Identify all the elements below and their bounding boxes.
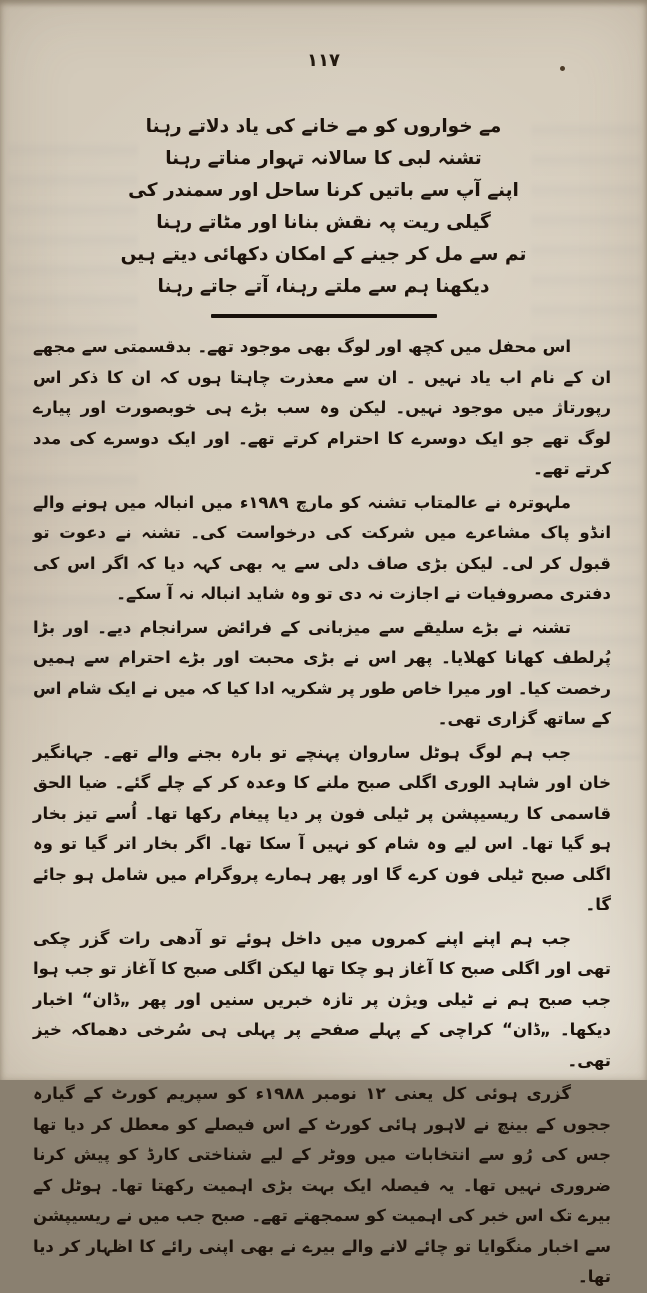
prose-block bbox=[0, 327, 647, 1293]
poem-line: تشنہ لبی کا سالانہ تہوار مناتے رہنا bbox=[165, 148, 482, 169]
paragraph: جب ہم لوگ ہوٹل ساروان پہنچے تو بارہ بجنے والے تھے۔ جہانگیر خان اور شاہد الوری اگلی صبح ملنے کا وعدہ کر کے چلے گئے۔ ضیا الحق قاسمی کا ریسیپشن پر ٹیلی فون پر دیا پیغام رکھا تھا۔ اُسے تیز بخار ہو گیا تھا۔ اس لیے وہ شام کو نہیں آ سکا تھا۔ اگر بخار اتر گیا تو وہ اگلی صبح ٹیلی فون کرے گا اور پھر ہمارے پروگرام میں شامل ہو جائے گا۔ bbox=[33, 742, 611, 914]
poem-line: دیکھنا ہم سے ملتے رہنا، آتے جاتے رہنا bbox=[157, 276, 490, 297]
poem-line: گیلی ریت پہ نقش بنانا اور مٹاتے رہنا bbox=[156, 212, 491, 233]
page-number: ۱۱۷ bbox=[307, 50, 340, 71]
poem-line: مے خواروں کو مے خانے کی یاد دلاتے رہنا bbox=[145, 116, 502, 137]
poem-line: اپنے آپ سے باتیں کرنا ساحل اور سمندر کی bbox=[128, 180, 519, 201]
paragraph: تشنہ نے بڑے سلیقے سے میزبانی کے فرائض سرانجام دیے۔ اور بڑا پُرلطف کھانا کھلایا۔ پھر اس نے بڑی محبت اور بڑے احترام سے ہمیں رخصت کیا۔ اور میرا خاص طور پر شکریہ ادا کیا کہ میں نے ایک شام اس کے ساتھ گزاری تھی۔ bbox=[33, 617, 611, 728]
paragraph: اس محفل میں کچھ اور لوگ بھی موجود تھے۔ بدقسمتی سے مجھے ان کے نام اب یاد نہیں ۔ ان سے معذرت چاہتا ہوں کہ ان کا ذکر اس رپورتاژ میں موجود نہیں۔ لیکن وہ سب بڑے ہی خوبصورت اور پیارے لوگ تھے جو ایک دوسرے کا احترام کرتے تھے۔ اور ایک دوسرے کی مدد کرتے تھے۔ bbox=[33, 337, 611, 478]
poem-block bbox=[0, 111, 647, 303]
paragraph: ملہوترہ نے عالمتاب تشنہ کو مارچ ۱۹۸۹ء میں انبالہ میں ہونے والے انڈو پاک مشاعرے میں شرکت کی درخواست کی۔ تشنہ نے دعوت تو قبول کر لی۔ لیکن بڑی صاف دلی سے یہ بھی کہہ دیا کہ اگر اس کی دفتری مصروفیات نے اجازت نہ دی تو وہ شاید انبالہ نہ آ سکے۔ bbox=[33, 492, 611, 603]
ink-spot bbox=[560, 66, 565, 71]
paragraph: گزری ہوئی کل یعنی ۱۲ نومبر ۱۹۸۸ء کو سپریم کورٹ کے گیارہ ججوں کے بینچ نے لاہور ہائی کورٹ کے اس فیصلے کو معطل کر دیا تھا جس کی رُو سے انتخابات میں ووٹر کے لیے شناختی کارڈ کو پیش کرنا ضروری نہیں تھا۔ یہ فیصلہ ایک بہت بڑی اہمیت رکھتا تھا۔ ہوٹل کے بیرے تک اس خبر کی اہمیت کو سمجھتے تھے۔ صبح جب میں نے ریسیپشن سے اخبار منگوایا تو چائے لانے والے بیرے نے بھی اپنی رائے کا اظہار کر دیا تھا۔ bbox=[33, 1084, 611, 1286]
poem-line: تم سے مل کر جینے کے امکان دکھائی دیتے ہیں bbox=[120, 244, 527, 265]
section-divider-rule bbox=[211, 314, 437, 318]
paragraph: جب ہم اپنے اپنے کمروں میں داخل ہوئے تو آدھی رات گزر چکی تھی اور اگلی صبح کا آغاز ہو چکا تھا لیکن اگلی صبح کا آغاز تو جب ہوا جب صبح ہم نے ٹیلی ویژن پر تازہ خبریں سنیں اور پھر „ڈان“ اخبار دیکھا۔ „ڈان“ کراچی کے پہلے صفحے پر پہلی ہی سُرخی دھماکہ خیز تھی۔ bbox=[33, 928, 611, 1070]
